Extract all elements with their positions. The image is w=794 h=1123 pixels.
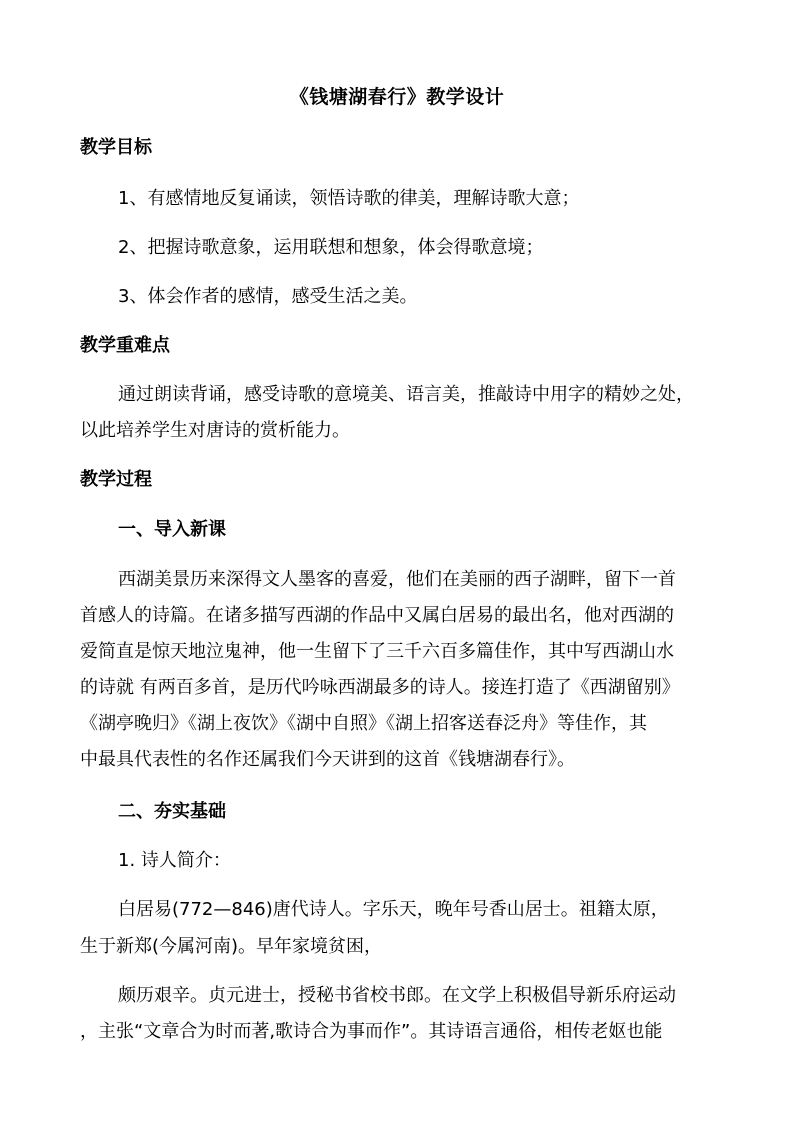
intro-line-5: 《湖亭晚归》《湖上夜饮》《湖中自照》《湖上招客送春泛舟》等佳作，其 (80, 713, 647, 734)
poet-intro-line-4: ，主张“文章合为时而著,歌诗合为事而作”。其诗语言通俗，相传老妪也能 (80, 1021, 663, 1042)
intro-line-1: 西湖美景历来深得文人墨客的喜爱，他们在美丽的西子湖畔，留下一首 (118, 569, 676, 590)
poet-intro-line-1: 白居易(772—846)唐代诗人。字乐天，晚年号香山居士。祖籍太原， (118, 899, 669, 920)
intro-line-3: 爱简直是惊天地泣鬼神，他一生留下了三千六百多篇佳作，其中写西湖山水 (80, 641, 674, 662)
objective-item-2: 2、把握诗歌意象，运用联想和想象，体会得歌意境； (118, 237, 544, 258)
objective-item-1: 1、有感情地反复诵读，领悟诗歌的律美，理解诗歌大意； (118, 188, 580, 209)
poet-intro-line-2: 生于新郑(今属河南)。早年家境贫困， (80, 936, 383, 957)
heading-section-basics: 二、夯实基础 (118, 801, 226, 822)
intro-line-2: 首感人的诗篇。在诸多描写西湖的作品中又属白居易的最出名，他对西湖的 (80, 605, 674, 626)
heading-section-intro: 一、导入新课 (118, 519, 226, 540)
key-points-line-1: 通过朗读背诵，感受诗歌的意境美、语言美，推敲诗中用字的精妙之处， (118, 384, 694, 405)
poet-intro-line-3: 颇历艰辛。贞元进士，授秘书省校书郎。在文学上积极倡导新乐府运动 (118, 985, 676, 1006)
objective-item-3: 3、体会作者的感情，感受生活之美。 (118, 286, 418, 307)
intro-line-4: 的诗就 有两百多首，是历代吟咏西湖最多的诗人。接连打造了《西湖留别》 (80, 677, 680, 698)
heading-objectives: 教学目标 (80, 137, 152, 158)
key-points-line-2: 以此培养学生对唐诗的赏析能力。 (80, 420, 350, 441)
heading-process: 教学过程 (80, 469, 152, 490)
heading-key-points: 教学重难点 (80, 335, 170, 356)
basics-sub-heading: 1. 诗人简介： (118, 850, 231, 871)
intro-line-6: 中最具代表性的名作还属我们今天讲到的这首《钱塘湖春行》。 (80, 749, 575, 770)
document-title: 《钱塘湖春行》教学设计 (289, 86, 505, 108)
